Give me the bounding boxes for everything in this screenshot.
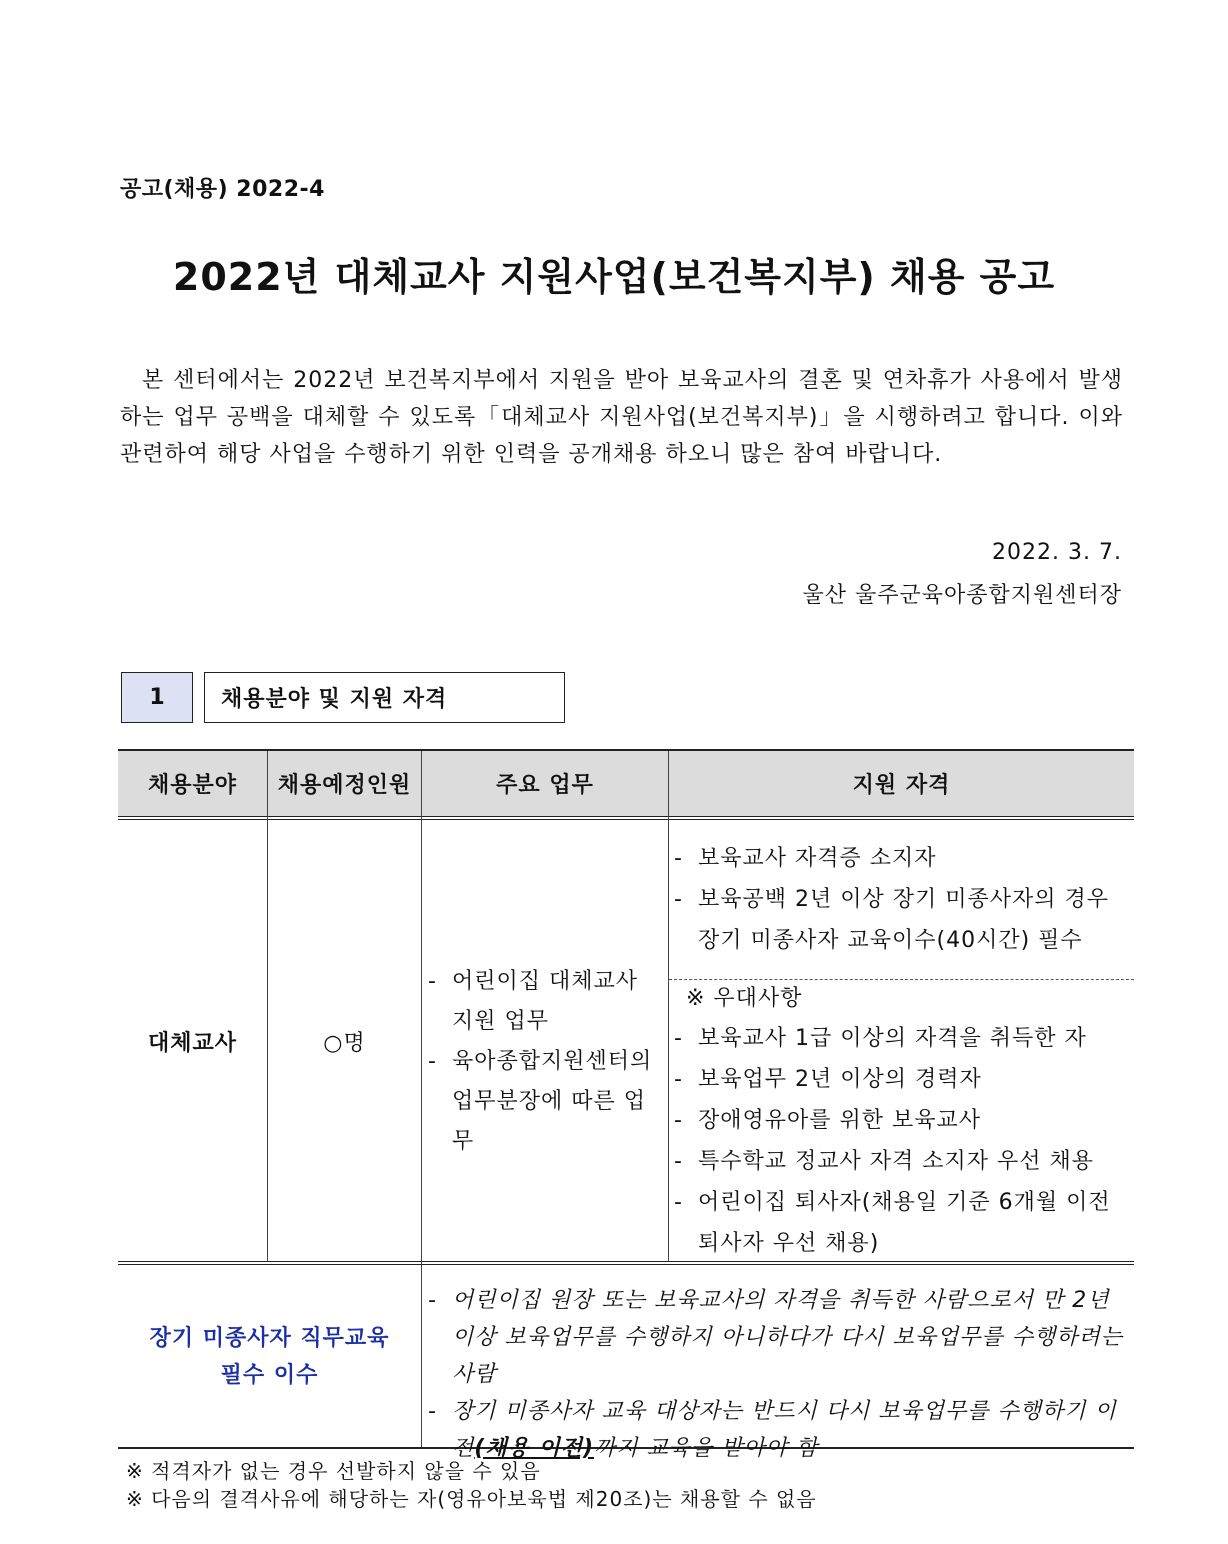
col-line-3: [668, 751, 669, 1261]
section-title: 채용분야 및 지원 자격: [204, 672, 565, 723]
duty-item: - 육아종합지원센터의 업무분장에 따른 업무: [428, 1049, 653, 1154]
row-divider-2: [118, 1264, 1134, 1265]
col-line-2: [421, 751, 422, 1447]
preference-item: - 보육교사 1급 이상의 자격을 취득한 자: [674, 1026, 1087, 1051]
preference-item: - 장애영유아를 위한 보육교사: [674, 1108, 982, 1133]
header-field: 채용분야: [147, 773, 237, 798]
announcement-date: 2022. 3. 7.: [992, 540, 1122, 565]
qualification-item: - 보육공백 2년 이상 장기 미종사자의 경우 장기 미종사자 교육이수(40시간) 필수: [674, 887, 1109, 953]
col-line-1: [267, 751, 268, 1261]
page-title: 2022년 대체교사 지원사업(보건복지부) 채용 공고: [172, 255, 1056, 299]
header-divider: [118, 816, 1134, 817]
notice-number: 공고(채용) 2022-4: [120, 177, 325, 202]
section-number: 1: [121, 672, 193, 723]
duty-item: - 어린이집 대체교사 지원 업무: [428, 969, 639, 1034]
training-note: - 어린이집 원장 또는 보육교사의 자격을 취득한 사람으로서 만 2년 이상 보육업무를 수행하지 아니하다가 다시 보육업무를 수행하려는 사람: [428, 1288, 1124, 1387]
preference-item: - 어린이집 퇴사자(채용일 기준 6개월 이전 퇴사자 우선 채용): [674, 1190, 1111, 1256]
preference-item: - 보육업무 2년 이상의 경력자: [674, 1067, 982, 1092]
duties-list: [424, 962, 666, 1162]
training-note: - 장기 미종사자 교육 대상자는 반드시 다시 보육업무를 수행하기 이전(채용 이전)까지 교육을 받아야 함: [428, 1399, 1117, 1461]
headcount-cell: ○명: [323, 1031, 366, 1056]
qualification-item: - 보육교사 자격증 소지자: [674, 846, 937, 871]
header-headcount: 채용예정인원: [277, 773, 412, 798]
training-label-line1: 장기 미종사자 직무교육: [149, 1326, 390, 1351]
footnote-1: ※ 적격자가 없는 경우 선발하지 않을 수 있음: [126, 1459, 541, 1483]
qualification-divider: [669, 979, 1134, 980]
preference-item: - 특수학교 정교사 자격 소지자 우선 채용: [674, 1149, 1094, 1174]
training-label-line2: 필수 이수: [220, 1363, 319, 1388]
training-label: [118, 1320, 421, 1394]
field-cell: 대체교사: [147, 1031, 237, 1056]
signer: 울산 울주군육아종합지원센터장: [802, 583, 1122, 608]
training-notes: [424, 1282, 1130, 1467]
preference-list: [670, 1018, 1132, 1264]
header-qualifications: 지원 자격: [852, 773, 951, 798]
header-duties: 주요 업무: [496, 773, 594, 798]
intro-paragraph: [120, 362, 1123, 473]
header-divider-2: [118, 819, 1134, 820]
preference-title: ※ 우대사항: [686, 986, 803, 1011]
footnote-2: ※ 다음의 결격사유에 해당하는 자(영유아보육법 제20조)는 채용할 수 없음: [126, 1487, 817, 1511]
qualification-list: [670, 838, 1132, 961]
training-note-emphasis: (채용 이전): [474, 1436, 595, 1461]
intro-text: 본 센터에서는 2022년 보건복지부에서 지원을 받아 보육교사의 결혼 및 연차휴가 사용에서 발생하는 업무 공백을 대체할 수 있도록「대체교사 지원사업(보건복지부)」을 시행하려고 합니다. 이와 관련하여 해당 사업을 수행하기 위한 인력을 공개채용 하오니 많은 참여 바랍니다.: [120, 368, 1123, 467]
